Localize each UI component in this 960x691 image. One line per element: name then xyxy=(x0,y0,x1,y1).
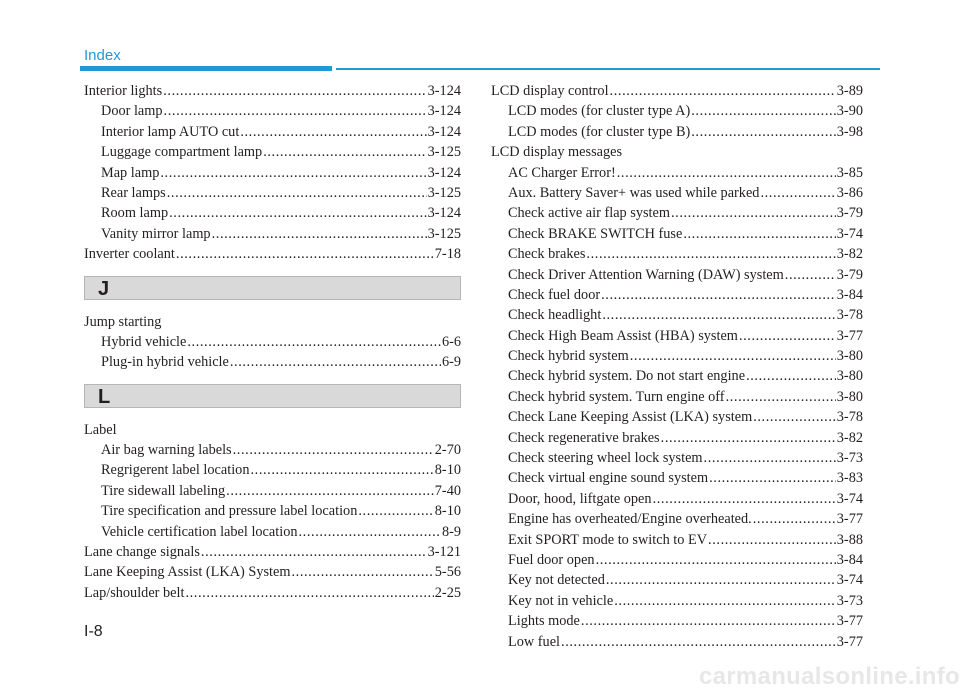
dot-leader xyxy=(610,81,836,101)
entry-label: Lane Keeping Assist (LKA) System xyxy=(84,564,291,581)
index-subentry xyxy=(491,224,863,244)
index-subentry xyxy=(491,468,863,488)
dot-leader xyxy=(185,583,433,603)
index-subentry xyxy=(491,448,863,468)
dot-leader xyxy=(176,244,434,264)
index-subentry xyxy=(84,460,461,480)
entry-page-ref: 3-74 xyxy=(836,572,863,589)
index-subentry xyxy=(491,203,863,223)
index-subentry xyxy=(491,244,863,264)
page-number: I-8 xyxy=(84,623,103,640)
entry-label: LCD display messages xyxy=(491,144,623,161)
index-subentry xyxy=(491,407,863,427)
entry-label: Plug-in hybrid vehicle xyxy=(101,354,229,371)
entry-label: Engine has overheated/Engine overheated. xyxy=(508,511,752,528)
index-subentry xyxy=(491,611,863,631)
index-subentry xyxy=(84,440,461,460)
index-subentry xyxy=(491,509,863,529)
dot-leader xyxy=(212,224,427,244)
entry-label: Vanity mirror lamp xyxy=(101,225,211,242)
entry-label: LCD display control xyxy=(491,83,609,99)
dot-leader xyxy=(671,203,836,223)
entry-label: Map lamp xyxy=(101,164,160,181)
index-subentry xyxy=(491,101,863,121)
dot-leader xyxy=(167,183,427,203)
entry-page-ref: 3-77 xyxy=(836,613,863,630)
dot-leader xyxy=(291,562,433,582)
entry-page-ref: 6-6 xyxy=(441,333,461,350)
index-entry xyxy=(84,583,461,603)
entry-page-ref: 8-10 xyxy=(434,503,461,520)
entry-label: Regrigerent label location xyxy=(101,462,250,479)
index-subentry xyxy=(84,224,461,244)
entry-label: Check fuel door xyxy=(508,286,601,303)
entry-page-ref: 3-78 xyxy=(836,307,863,324)
entry-page-ref: 3-77 xyxy=(836,633,863,650)
entry-page-ref: 3-79 xyxy=(836,205,863,222)
entry-page-ref: 5-56 xyxy=(434,564,461,581)
entry-page-ref: 3-121 xyxy=(427,544,461,561)
index-block-j xyxy=(84,332,461,373)
entry-page-ref: 3-74 xyxy=(836,490,863,507)
entry-label: Room lamp xyxy=(101,205,169,222)
entry-page-ref: 3-124 xyxy=(427,205,461,222)
entry-label: Tire sidewall labeling xyxy=(101,482,226,499)
entry-label: Lap/shoulder belt xyxy=(84,584,185,601)
index-subentry xyxy=(491,366,863,386)
entry-page-ref: 3-90 xyxy=(836,103,863,120)
entry-label: Check Lane Keeping Assist (LKA) system xyxy=(508,409,753,426)
dot-leader xyxy=(201,542,427,562)
entry-label: Hybrid vehicle xyxy=(101,333,187,350)
entry-label: Lane change signals xyxy=(84,544,200,561)
entry-page-ref: 3-74 xyxy=(836,225,863,242)
entry-page-ref: 3-88 xyxy=(836,531,863,548)
entry-label: Check High Beam Assist (HBA) system xyxy=(508,327,738,344)
entry-label: Key not in vehicle xyxy=(508,592,614,609)
dot-leader xyxy=(160,163,426,183)
entry-label: Check brakes xyxy=(508,246,586,263)
dot-leader xyxy=(708,530,836,550)
index-subentry xyxy=(491,387,863,407)
entry-page-ref: 3-125 xyxy=(427,225,461,242)
dot-leader xyxy=(704,448,836,468)
entry-page-ref: 3-84 xyxy=(836,551,863,568)
index-entry-heading: Label xyxy=(84,421,117,438)
index-subentry xyxy=(84,352,461,372)
index-block-i xyxy=(84,81,461,265)
entry-page-ref: 3-124 xyxy=(427,164,461,181)
index-subentry xyxy=(84,203,461,223)
dot-leader xyxy=(586,244,835,264)
entry-label: Rear lamps xyxy=(101,184,166,201)
index-block-l xyxy=(84,440,461,603)
dot-leader xyxy=(691,122,836,142)
dot-leader xyxy=(250,460,433,480)
dot-leader xyxy=(683,224,835,244)
entry-label: Lights mode xyxy=(508,613,580,630)
entry-page-ref: 3-73 xyxy=(836,592,863,609)
index-entry xyxy=(84,244,461,264)
index-subentry xyxy=(491,428,863,448)
dot-leader xyxy=(233,440,434,460)
dot-leader xyxy=(240,122,426,142)
entry-label: Check Driver Attention Warning (DAW) system xyxy=(508,266,784,283)
entry-page-ref: 3-83 xyxy=(836,470,863,487)
dot-leader xyxy=(753,407,836,427)
index-block-lcd xyxy=(491,81,863,652)
dot-leader xyxy=(169,203,427,223)
index-entry xyxy=(491,142,863,162)
entry-label: Check regenerative brakes xyxy=(508,429,660,446)
entry-label: Check virtual engine sound system xyxy=(508,470,709,487)
entry-page-ref: 7-40 xyxy=(434,482,461,499)
entry-label: Exit SPORT mode to switch to EV xyxy=(508,531,708,548)
dot-leader xyxy=(709,468,836,488)
index-subentry xyxy=(84,501,461,521)
dot-leader xyxy=(226,481,434,501)
entry-label: Luggage compartment lamp xyxy=(101,144,263,161)
index-subentry xyxy=(84,101,461,121)
index-subentry xyxy=(491,530,863,550)
dot-leader xyxy=(785,265,836,285)
dot-leader xyxy=(230,352,441,372)
entry-page-ref: 3-78 xyxy=(836,409,863,426)
entry-label: Door lamp xyxy=(101,103,163,120)
entry-label: Door, hood, liftgate open xyxy=(508,490,652,507)
entry-page-ref: 3-125 xyxy=(427,184,461,201)
entry-label: Interior lamp AUTO cut xyxy=(101,123,240,140)
entry-page-ref: 8-9 xyxy=(441,523,461,540)
entry-page-ref: 3-84 xyxy=(836,286,863,303)
entry-label: Key not detected xyxy=(508,572,605,589)
dot-leader xyxy=(163,81,426,101)
index-entry-heading: Jump starting xyxy=(84,313,162,330)
entry-label: Inverter coolant xyxy=(84,246,175,263)
index-subentry xyxy=(491,265,863,285)
entry-page-ref: 3-73 xyxy=(836,450,863,467)
dot-leader xyxy=(596,550,836,570)
index-subentry xyxy=(491,632,863,652)
entry-label: Fuel door open xyxy=(508,551,595,568)
entry-page-ref: 3-80 xyxy=(836,388,863,405)
dot-leader xyxy=(661,428,836,448)
dot-leader xyxy=(561,632,836,652)
index-subentry xyxy=(84,142,461,162)
watermark: carmanualsonline.info xyxy=(698,663,960,690)
dot-leader xyxy=(164,101,427,121)
dot-leader xyxy=(739,326,836,346)
entry-page-ref: 8-10 xyxy=(434,462,461,479)
entry-page-ref: 2-25 xyxy=(434,584,461,601)
index-subentry xyxy=(491,163,863,183)
entry-page-ref: 3-124 xyxy=(427,123,461,140)
entry-label: Check BRAKE SWITCH fuse xyxy=(508,225,683,242)
index-subentry xyxy=(491,183,863,203)
entry-page-ref: 3-77 xyxy=(836,327,863,344)
entry-label: Vehicle certification label location xyxy=(101,523,298,540)
entry-page-ref: 6-9 xyxy=(441,354,461,371)
index-column-left xyxy=(84,81,461,603)
entry-label: Air bag warning labels xyxy=(101,442,232,459)
section-title: Index xyxy=(84,47,121,64)
dot-leader xyxy=(691,101,836,121)
index-subentry xyxy=(491,305,863,325)
entry-page-ref: 3-98 xyxy=(836,123,863,140)
entry-label: Check steering wheel lock system xyxy=(508,450,703,467)
index-entry xyxy=(84,562,461,582)
index-subentry xyxy=(84,481,461,501)
dot-leader xyxy=(299,522,441,542)
header-rule-thin xyxy=(336,68,880,70)
entry-page-ref: 3-82 xyxy=(836,246,863,263)
index-subentry xyxy=(491,326,863,346)
entry-page-ref: 3-89 xyxy=(836,83,863,99)
entry-label: Check headlight xyxy=(508,307,602,324)
index-subentry xyxy=(84,122,461,142)
dot-leader xyxy=(606,570,836,590)
dot-leader xyxy=(760,183,835,203)
entry-page-ref: 3-82 xyxy=(836,429,863,446)
dot-leader xyxy=(187,332,441,352)
entry-label: Tire specification and pressure label location xyxy=(101,503,358,520)
entry-page-ref: 2-70 xyxy=(434,442,461,459)
index-subentry xyxy=(491,346,863,366)
index-subentry xyxy=(491,570,863,590)
letter-heading-j: J xyxy=(84,276,461,300)
dot-leader xyxy=(602,305,835,325)
dot-leader xyxy=(614,591,836,611)
index-entry xyxy=(84,542,461,562)
dot-leader xyxy=(630,346,836,366)
entry-page-ref: 3-125 xyxy=(427,144,461,161)
entry-label: LCD modes (for cluster type B) xyxy=(508,123,691,140)
entry-page-ref: 3-80 xyxy=(836,368,863,385)
entry-label: AC Charger Error! xyxy=(508,164,616,181)
entry-page-ref: 3-77 xyxy=(836,511,863,528)
entry-page-ref: 3-80 xyxy=(836,348,863,365)
index-subentry xyxy=(84,163,461,183)
entry-label: Low fuel xyxy=(508,633,561,650)
index-subentry xyxy=(491,285,863,305)
index-subentry xyxy=(491,591,863,611)
dot-leader xyxy=(358,501,433,521)
dot-leader xyxy=(581,611,836,631)
dot-leader xyxy=(263,142,426,162)
dot-leader xyxy=(726,387,836,407)
dot-leader xyxy=(753,509,836,529)
dot-leader xyxy=(617,163,836,183)
index-subentry xyxy=(84,522,461,542)
index-subentry xyxy=(491,122,863,142)
entry-label: Interior lights xyxy=(84,83,163,99)
entry-page-ref: 7-18 xyxy=(434,246,461,263)
entry-label: Check hybrid system. Turn engine off xyxy=(508,388,725,405)
entry-label: LCD modes (for cluster type A) xyxy=(508,103,691,120)
index-column-right xyxy=(491,81,863,652)
index-subentry xyxy=(84,183,461,203)
header-rule-thick xyxy=(80,66,332,71)
dot-leader xyxy=(601,285,836,305)
index-subentry xyxy=(491,489,863,509)
index-entry xyxy=(491,81,863,101)
entry-page-ref: 3-85 xyxy=(836,164,863,181)
entry-page-ref: 3-86 xyxy=(836,184,863,201)
entry-label: Check hybrid system. Do not start engine xyxy=(508,368,746,385)
entry-page-ref: 3-79 xyxy=(836,266,863,283)
dot-leader xyxy=(746,366,836,386)
index-subentry xyxy=(491,550,863,570)
dot-leader xyxy=(653,489,836,509)
index-subentry xyxy=(84,332,461,352)
letter-heading-l: L xyxy=(84,384,461,408)
index-entry xyxy=(84,81,461,101)
entry-label: Check active air flap system xyxy=(508,205,670,222)
entry-page-ref: 3-124 xyxy=(427,103,461,120)
entry-page-ref: 3-124 xyxy=(427,83,461,99)
entry-label: Aux. Battery Saver+ was used while parked xyxy=(508,184,760,201)
entry-label: Check hybrid system xyxy=(508,348,629,365)
